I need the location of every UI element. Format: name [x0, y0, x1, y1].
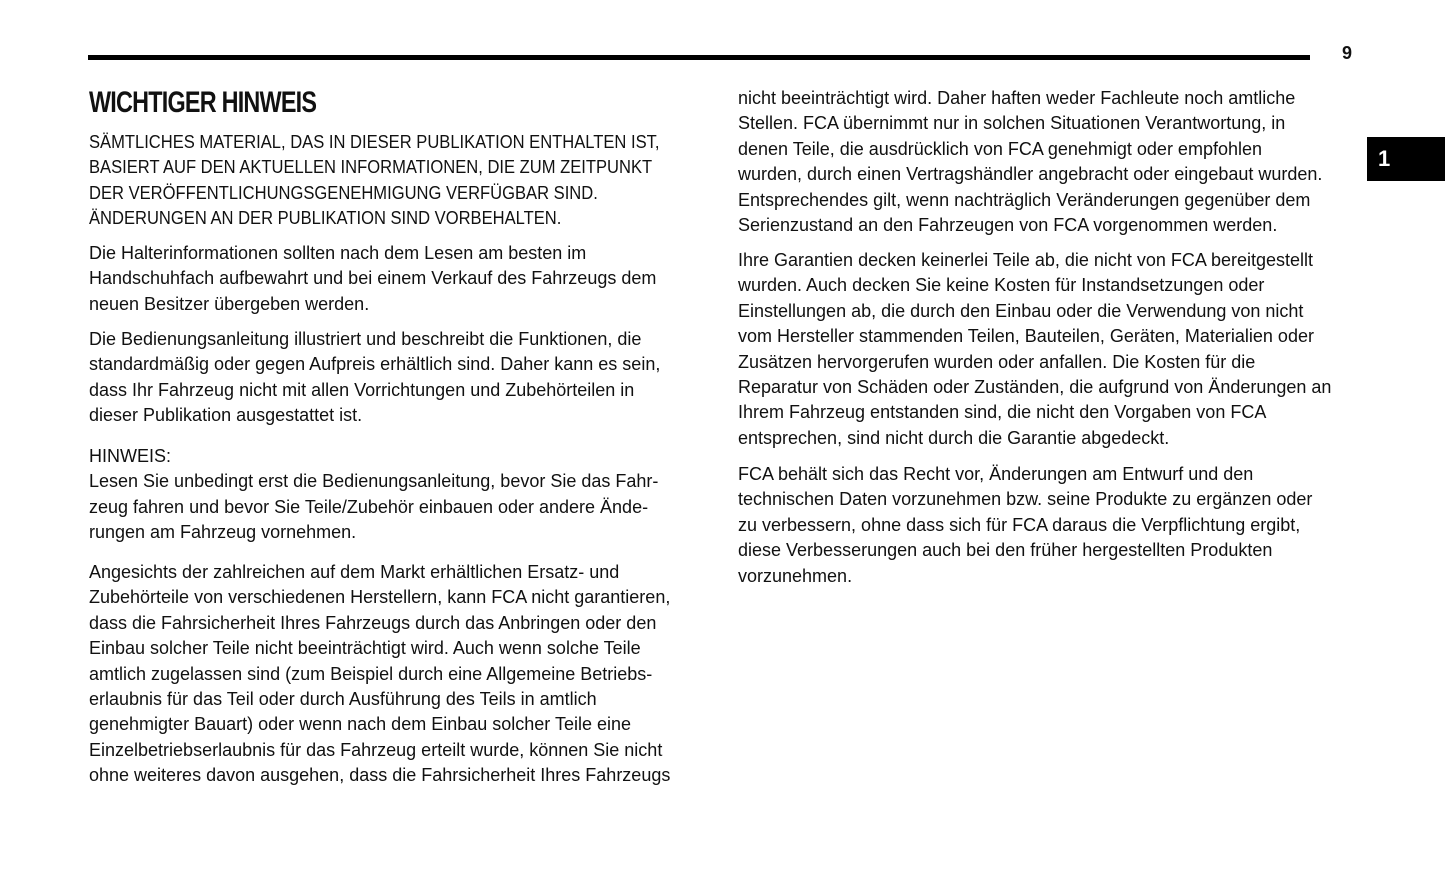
text-line: vorzunehmen. [738, 565, 853, 586]
text-line: wurden, durch einen Vertragshändler angebracht oder eingebaut wurden. [738, 164, 1323, 185]
text-line: zeug fahren und bevor Sie Teile/Zubehör einbauen oder andere Ände- [89, 496, 649, 517]
text-line: nicht beeinträchtigt wird. Daher haften weder Fachleute noch amtliche [738, 88, 1296, 108]
paragraph-manual-description [89, 327, 660, 429]
text-line: Stellen. FCA übernimmt nur in solchen Situationen Verantwortung, in [738, 113, 1286, 134]
text-line: BASIERT AUF DEN AKTUELLEN INFORMATIONEN, DIE ZUM ZEITPUNKT [89, 157, 653, 178]
text-line: Lesen Sie unbedingt erst die Bedienungsanleitung, bevor Sie das Fahr- [89, 471, 659, 492]
text-line: SÄMTLICHES MATERIAL, DAS IN DIESER PUBLIKATION ENTHALTEN IST, [89, 132, 660, 152]
text-line: standardmäßig oder gegen Aufpreis erhältlich sind. Daher kann es sein, [89, 354, 661, 375]
text-line: Die Bedienungsanleitung illustriert und beschreibt die Funktionen, die [89, 329, 642, 349]
text-line: erlaubnis für das Teil oder durch Ausführung des Teils in amtlich [89, 688, 597, 709]
text-line: Zubehörteile von verschiedenen Herstellern, kann FCA nicht garantieren, [89, 587, 671, 608]
paragraph-owner-info [89, 241, 656, 317]
page-title: WICHTIGER HINWEIS [89, 86, 317, 119]
text-line: denen Teile, die ausdrücklich von FCA genehmigt oder empfohlen [738, 138, 1262, 159]
text-line: rungen am Fahrzeug vornehmen. [89, 522, 357, 543]
text-line: Serienzustand an den Fahrzeugen von FCA vorgenommen werden. [738, 214, 1278, 235]
text-line: Einstellungen ab, die durch den Einbau oder die Verwendung von nicht [738, 300, 1304, 321]
text-line: ohne weiteres davon ausgehen, dass die Fahrsicherheit Ihres Fahrzeugs [89, 765, 671, 786]
paragraph-changes-reserved [738, 462, 1312, 589]
text-line: zu verbessern, ohne dass sich für FCA daraus die Verpflichtung ergibt, [738, 514, 1301, 535]
text-line: Handschuhfach aufbewahrt und bei einem Verkauf des Fahrzeugs dem [89, 268, 657, 289]
text-line: diese Verbesserungen auch bei den früher hergestellten Produkten [738, 540, 1273, 561]
text-line: Reparatur von Schäden oder Zuständen, die aufgrund von Änderungen an [738, 376, 1332, 397]
paragraph-intro-caps [89, 130, 709, 232]
text-line: dass Ihr Fahrzeug nicht mit allen Vorrichtungen und Zubehörteilen in [89, 379, 635, 400]
text-line: entsprechen, sind nicht durch die Garantie abgedeckt. [738, 427, 1170, 448]
text-line: Angesichts der zahlreichen auf dem Markt erhältlichen Ersatz- und [89, 562, 620, 582]
text-line: genehmigter Bauart) oder wenn nach dem Einbau solcher Teile eine [89, 714, 632, 735]
text-line: technischen Daten vorzunehmen bzw. seine Produkte zu ergänzen oder [738, 489, 1313, 510]
text-line: vom Hersteller stammenden Teilen, Bauteilen, Geräten, Materialien oder [738, 326, 1314, 347]
text-line: amtlich zugelassen sind (zum Beispiel durch eine Allgemeine Betriebs- [89, 663, 653, 684]
text-line: Einzelbetriebserlaubnis für das Fahrzeug erteilt wurde, können Sie nicht [89, 739, 663, 760]
text-line: HINWEIS: [89, 446, 172, 466]
header-rule [88, 55, 1310, 60]
text-line: Einbau solcher Teile nicht beeinträchtigt wird. Auch wenn solche Teile [89, 638, 641, 659]
paragraph-liability [738, 86, 1322, 238]
text-line: Ihrem Fahrzeug entstanden sind, die nicht den Vorgaben von FCA [738, 402, 1267, 423]
text-line: ÄNDERUNGEN AN DER PUBLIKATION SIND VORBEHALTEN. [89, 208, 562, 229]
paragraph-aftermarket-parts [89, 560, 670, 789]
text-line: Die Halterinformationen sollten nach dem Lesen am besten im [89, 243, 587, 263]
text-line: wurden. Auch decken Sie keine Kosten für Instandsetzungen oder [738, 275, 1265, 296]
chapter-tab[interactable]: 1 [1367, 137, 1445, 181]
text-line: DER VERÖFFENTLICHUNGSGENEHMIGUNG VERFÜGBAR SIND. [89, 182, 598, 203]
text-line: Zusätzen hervorgerufen wurden oder anfallen. Die Kosten für die [738, 351, 1256, 372]
text-line: Ihre Garantien decken keinerlei Teile ab, die nicht von FCA bereitgestellt [738, 250, 1313, 270]
paragraph-warranty [738, 248, 1331, 451]
page-number: 9 [1342, 43, 1353, 63]
paragraph-note [89, 444, 658, 546]
text-line: FCA behält sich das Recht vor, Änderungen am Entwurf und den [738, 464, 1254, 484]
text-line: dieser Publikation ausgestattet ist. [89, 405, 363, 426]
text-line: dass die Fahrsicherheit Ihres Fahrzeugs durch das Anbringen oder den [89, 612, 657, 633]
text-line: neuen Besitzer übergeben werden. [89, 293, 370, 314]
text-line: Entsprechendes gilt, wenn nachträglich Veränderungen gegenüber dem [738, 189, 1311, 210]
